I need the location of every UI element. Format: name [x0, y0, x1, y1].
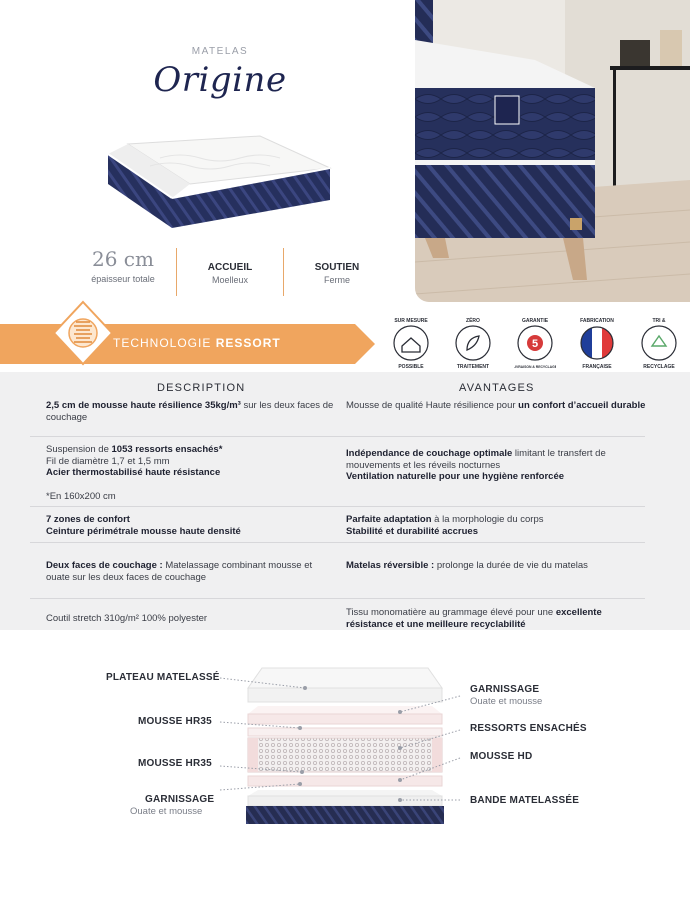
layer-label: BANDE MATELASSÉE	[470, 795, 580, 806]
soutien-value: Ferme	[323, 275, 350, 285]
product-title: Origine	[153, 60, 287, 100]
icon-ring-text: ZÉRO	[466, 318, 480, 324]
thickness-value: 26 cm	[92, 247, 154, 271]
technology-highlight: RESSORT	[215, 336, 281, 350]
icon-bottom-text: TRAITEMENT	[456, 364, 490, 370]
spring-badge-icon	[50, 300, 116, 366]
layer-label: GARNISSAGE	[470, 684, 540, 695]
layer-label: MOUSSE HR35	[138, 716, 212, 727]
icon-bottom-text: RECYCLAGE	[643, 364, 675, 370]
bedroom-photo	[415, 0, 690, 302]
layer-sublabel: Ouate et mousse	[130, 806, 203, 817]
accueil-title: ACCUEIL	[207, 262, 253, 273]
tri-recyclage-icon	[638, 314, 680, 372]
accueil-value: Moelleux	[211, 275, 249, 285]
row-description: Coutil stretch 310g/m² 100% polyester	[46, 613, 208, 624]
sur-mesure-icon	[390, 314, 432, 372]
labels-icons	[390, 314, 680, 372]
advantages-header: AVANTAGES	[459, 382, 535, 394]
product-pretitle: MATELAS	[191, 46, 249, 57]
layer-label: GARNISSAGE	[145, 794, 215, 805]
icon-center-text: 5	[531, 338, 539, 350]
row-advantage: Matelas réversible : prolonge la durée de vie du matelas	[346, 560, 588, 571]
specs-row	[70, 248, 390, 296]
layers-illustration	[0, 640, 690, 900]
layers-diagram	[0, 640, 690, 900]
layer-sublabel: Ouate et mousse	[470, 696, 543, 707]
technology-prefix: TECHNOLOGIE	[113, 336, 212, 350]
icon-ring-text: SUR MESURE	[394, 318, 428, 324]
thickness-label: épaisseur totale	[91, 274, 155, 284]
layer-label: PLATEAU MATELASSÉ	[106, 672, 220, 683]
icon-ring-text: FABRICATION	[580, 318, 614, 324]
row-advantage: Mousse de qualité Haute résilience pour un confort d’accueil durable	[346, 400, 646, 411]
icon-bottom-text: POSSIBLE	[398, 364, 424, 370]
row-description: 2,5 cm de mousse haute résilience 35kg/m³ sur les deux faces de couchage	[46, 400, 334, 423]
row-advantage: Indépendance de couchage optimale limitant le transfert de mouvements et les réveils nocturnes Ventilation naturelle pour une hygiène renforcée	[346, 448, 606, 482]
layer-label: MOUSSE HR35	[138, 758, 212, 769]
row-advantage: Parfaite adaptation à la morphologie du corps Stabilité et durabilité accrues	[346, 514, 544, 537]
row-description: 7 zones de confort Ceinture périmétrale mousse haute densité	[46, 514, 241, 537]
layer-label: RESSORTS ENSACHÉS	[470, 723, 587, 734]
row-advantage: Tissu monomatière au grammage élevé pour une excellente résistance et une meilleure recyclabilité	[346, 607, 602, 630]
description-header: DESCRIPTION	[157, 382, 246, 394]
spec-thickness	[70, 248, 177, 296]
mattress-thumbnail	[100, 128, 340, 238]
icon-ring-text: TRI &	[652, 318, 666, 324]
icon-ring-text: GARANTIE	[521, 318, 549, 324]
icon-bottom-text: LIVRAISON & RECYCLAGE	[514, 365, 556, 369]
description-table	[0, 372, 690, 630]
soutien-title: SOUTIEN	[314, 262, 360, 273]
fabrication-francaise-icon	[576, 314, 618, 372]
icon-bottom-text: FRANÇAISE	[582, 364, 612, 370]
zero-traitement-icon	[452, 314, 494, 372]
row-description: Suspension de 1053 ressorts ensachés* Fil de diamètre 1,7 et 1,5 mm Acier thermostabilisé haute résistance *En 160x200 cm	[46, 444, 223, 502]
row-description: Deux faces de couchage : Matelassage combinant mousse et ouate sur les deux faces de couchage	[46, 560, 313, 583]
spec-soutien	[284, 248, 390, 296]
garantie-icon	[514, 314, 556, 372]
technology-label	[113, 336, 281, 350]
layer-label: MOUSSE HD	[470, 751, 533, 762]
spec-accueil	[177, 248, 284, 296]
